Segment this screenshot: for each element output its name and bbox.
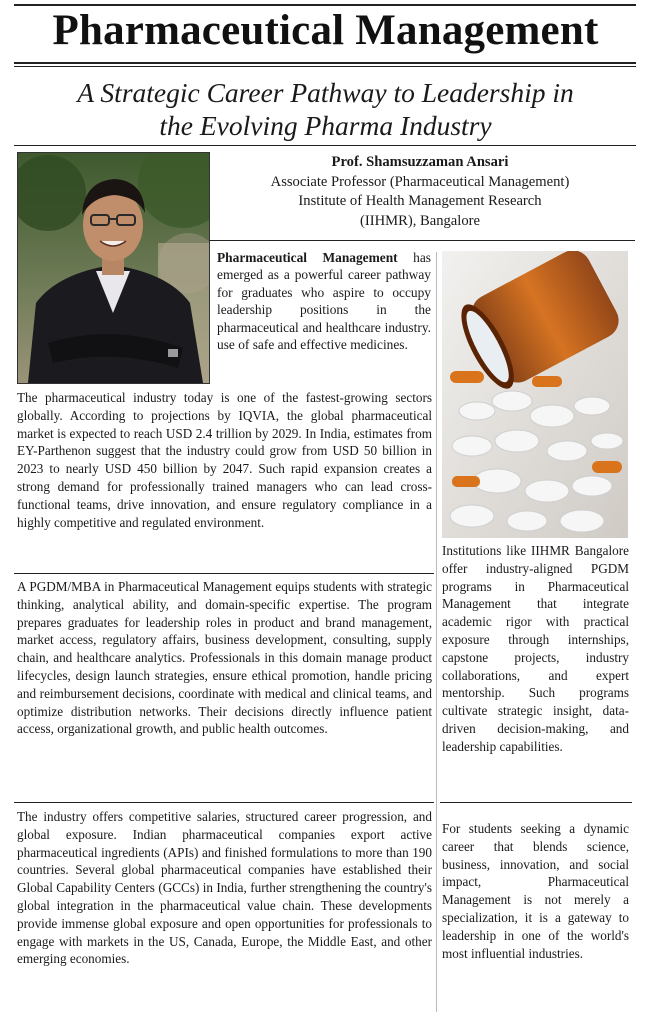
subtitle <box>10 76 641 142</box>
author-rule <box>210 240 635 241</box>
pills-photo <box>442 251 628 538</box>
subtitle-line-1: A Strategic Career Pathway to Leadership in <box>77 77 574 108</box>
intro-text: has emerged as a powerful career pathway for graduates who aspire to occupy leadership positions in the pharmaceutical and healthcare industry. use of safe and effective medicines. <box>217 250 431 353</box>
paragraph-1: The pharmaceutical industry today is one of the fastest-growing sectors globally. According to projections by IQVIA, the global pharmaceutical market is expected to reach USD 2.4 trillion by 2029. In India, estimates from EY-Parthenon suggest that the industry could grow from USD 50 billion in 2023 to nearly USD 450 billion by 2047. Such rapid expansion creates a strong demand for professionally trained managers who can lead cross-functional teams, drive innovation, and ensure regulatory compliance in a highly competitive and regulated environment. <box>17 390 432 530</box>
para1-rule <box>14 573 434 574</box>
intro-bold: Pharmaceutical Management <box>217 250 398 265</box>
paragraph-3: The industry offers competitive salaries, structured career progression, and global exposure. Indian pharmaceutical companies export active pharmaceutical ingredients (APIs) and finished formulations to more than 190 countries. Several global pharmaceutical companies have established their Global Capability Centers (GCCs) in India, further strengthening the country's global integration in the pharmaceutical value chain. These developments provide immense global exposure and open opportunities for professionals to engage with markets in the US, Canada, Europe, the Middle East, and other emerging economies. <box>17 809 432 967</box>
headline-rule <box>14 62 636 64</box>
author-photo <box>17 152 210 384</box>
author-role: Associate Professor (Pharmaceutical Management) <box>270 173 570 190</box>
column-divider <box>436 252 437 1012</box>
side-paragraph-1: Institutions like IIHMR Bangalore offer industry-aligned PGDM programs in Pharmaceutical Management that integrate academic rigor with practical exposure through internships, capstone projects, industry collaborations, and expert mentorship. Such programs cultivate strategic insight, data-driven decision-making, and leadership capabilities. <box>442 543 629 754</box>
intro-paragraph <box>217 249 431 353</box>
side-paragraph-2: For students seeking a dynamic career that blends science, business, innovation, and social impact, Pharmaceutical Management is not merely a specialization, it is a gateway to leadership in one of the world's most influential industries. <box>442 821 629 961</box>
author-institute: Institute of Health Management Research <box>298 193 542 209</box>
author-block <box>220 153 620 231</box>
author-location: (IIHMR), Bangalore <box>360 212 480 229</box>
headline: Pharmaceutical Management <box>52 7 599 54</box>
paragraph-2: A PGDM/MBA in Pharmaceutical Management equips students with strategic thinking, analytical ability, and domain-specific expertise. The program prepares graduates for leadership roles in product and brand management, market access, regulatory affairs, business development, consulting, supply chain, and healthcare analytics. Professionals in this domain manage product lifecycles, design launch strategies, ensure ethical promotion, handle pricing and reimbursement decisions, coordinate with medical and clinical teams, and optimize distribution networks. Their decisions directly influence patient access, organizational growth, and public health outcomes. <box>17 579 432 737</box>
subtitle-rule <box>14 145 636 146</box>
author-name: Prof. Shamsuzzaman Ansari <box>331 154 509 170</box>
side-rule <box>440 802 632 803</box>
pills-photo-illustration <box>442 251 628 538</box>
subtitle-line-2: the Evolving Pharma Industry <box>159 110 492 141</box>
author-photo-illustration <box>18 153 209 383</box>
para2-rule <box>14 802 434 803</box>
headline-rule-thin <box>14 66 636 67</box>
